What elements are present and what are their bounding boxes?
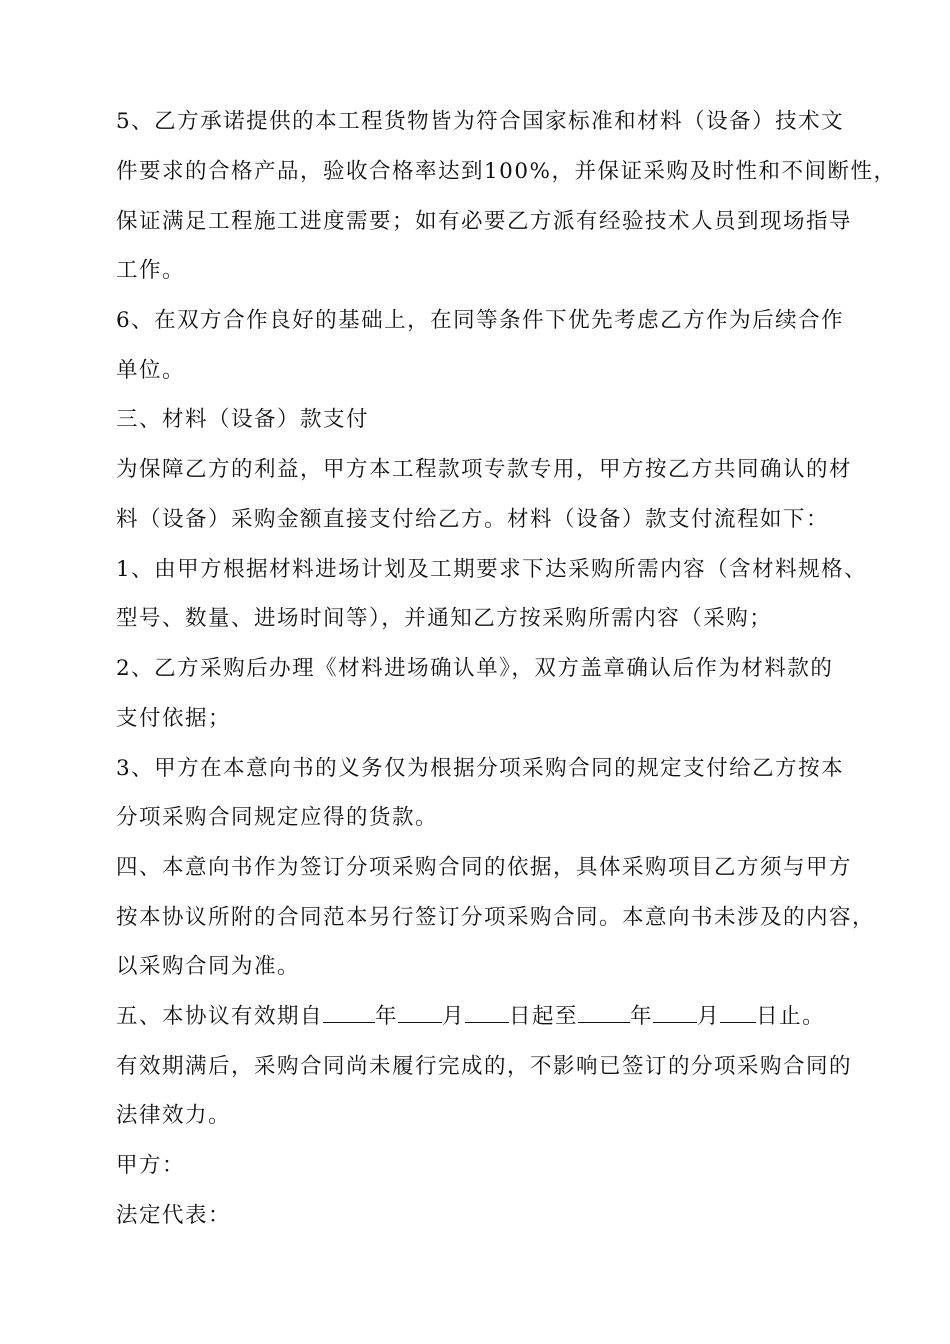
section-3-heading: 三、材料（设备）款支付 xyxy=(116,407,370,432)
end-day-label: 日止。 xyxy=(756,1004,826,1029)
clause-6-line-2: 单位。 xyxy=(116,358,186,383)
validity-period-line xyxy=(116,1002,825,1032)
clause-5-line-3: 保证满足工程施工进度需要；如有必要乙方派有经验技术人员到现场指导 xyxy=(116,209,853,234)
section-4-line-1: 四、本意向书作为签订分项采购合同的依据，具体采购项目乙方须与甲方 xyxy=(116,855,853,880)
start-day-label: 日起至 xyxy=(509,1004,579,1029)
payment-step-3-line-2: 分项采购合同规定应得的货款。 xyxy=(116,805,439,830)
payment-step-1-line-2: 型号、数量、进场时间等），并通知乙方按采购所需内容（采购； xyxy=(116,606,773,631)
end-day-blank xyxy=(720,1002,756,1023)
clause-5-line-2: 件要求的合格产品，验收合格率达到100%，并保证采购及时性和不间断性， xyxy=(116,159,897,184)
end-year-label: 年 xyxy=(630,1004,654,1029)
validity-prefix: 五、本协议有效期自 xyxy=(116,1004,324,1029)
clause-6-line-1: 6、在双方合作良好的基础上，在同等条件下优先考虑乙方作为后续合作 xyxy=(116,308,845,333)
party-a-label: 甲方： xyxy=(116,1153,186,1178)
payment-step-3-line-1: 3、甲方在本意向书的义务仅为根据分项采购合同的规定支付给乙方按本 xyxy=(116,756,845,781)
start-month-blank xyxy=(398,1002,442,1023)
payment-step-1-line-1: 1、由甲方根据材料进场计划及工期要求下达采购所需内容（含材料规格、 xyxy=(116,557,868,582)
payment-step-2-line-2: 支付依据； xyxy=(116,706,232,731)
start-day-blank xyxy=(465,1002,509,1023)
clause-5-line-1: 5、乙方承诺提供的本工程货物皆为符合国家标准和材料（设备）技术文 xyxy=(116,109,845,134)
start-month-label: 月 xyxy=(442,1004,466,1029)
section-4-line-3: 以采购合同为准。 xyxy=(116,954,301,979)
validity-note-line-1: 有效期满后，采购合同尚未履行完成的，不影响已签订的分项采购合同的 xyxy=(116,1054,853,1079)
payment-intro-line-2: 料（设备）采购金额直接支付给乙方。材料（设备）款支付流程如下： xyxy=(116,507,830,532)
start-year-blank xyxy=(323,1002,375,1023)
clause-5-line-4: 工作。 xyxy=(116,258,186,283)
end-year-blank xyxy=(578,1002,630,1023)
section-4-line-2: 按本协议所附的合同范本另行签订分项采购合同。本意向书未涉及的内容， xyxy=(116,905,876,930)
payment-step-2-line-1: 2、乙方采购后办理《材料进场确认单》，双方盖章确认后作为材料款的 xyxy=(116,656,834,681)
end-month-label: 月 xyxy=(697,1004,721,1029)
legal-representative-label: 法定代表： xyxy=(116,1203,232,1228)
validity-note-line-2: 法律效力。 xyxy=(116,1103,232,1128)
end-month-blank xyxy=(653,1002,697,1023)
payment-intro-line-1: 为保障乙方的利益，甲方本工程款项专款专用，甲方按乙方共同确认的材 xyxy=(116,457,853,482)
start-year-label: 年 xyxy=(375,1004,399,1029)
